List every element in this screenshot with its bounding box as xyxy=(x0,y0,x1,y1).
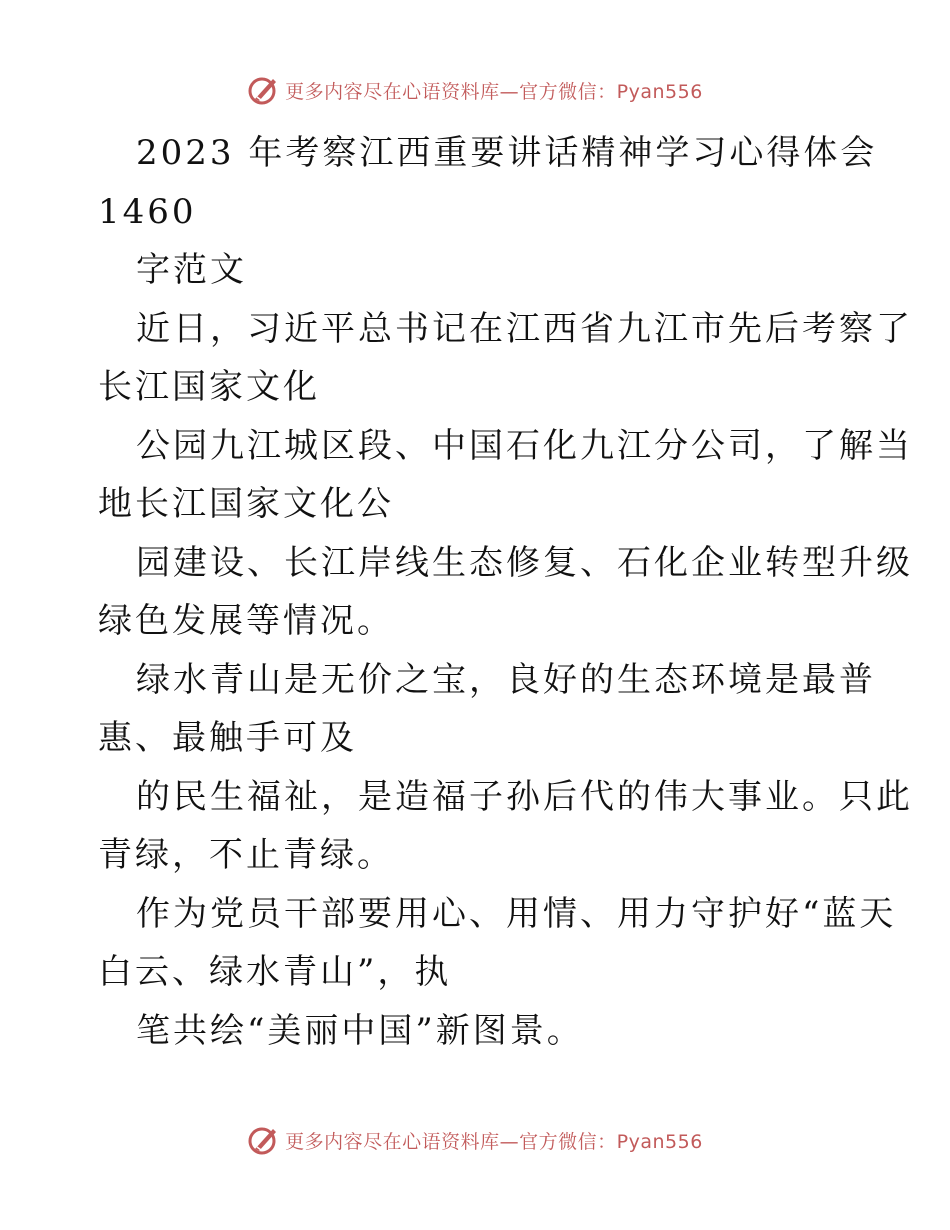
text-line: 惠、最触手可及 xyxy=(98,718,357,758)
text-line: 青绿，不止青绿。 xyxy=(98,835,394,875)
text-line: 作为党员干部要用心、用情、用力守护好“蓝天 xyxy=(136,893,897,934)
text-line: 绿色发展等情况。 xyxy=(98,601,394,641)
text-line: 笔共绘“美丽中国”新图景。 xyxy=(136,1010,584,1051)
text-line: 1460 xyxy=(98,191,197,232)
text-line: 绿水青山是无价之宝，良好的生态环境是最普 xyxy=(136,659,876,700)
text-line: 园建设、长江岸线生态修复、石化企业转型升级 xyxy=(136,542,913,583)
text-line: 长江国家文化 xyxy=(98,367,320,407)
text-line: 字范文 xyxy=(136,250,247,290)
text-line: 2023 年考察江西重要讲话精神学习心得体会 xyxy=(136,133,878,173)
header-watermark xyxy=(0,72,950,108)
footer-watermark xyxy=(0,1122,950,1158)
text-line: 地长江国家文化公 xyxy=(98,484,394,524)
text-line: 的民生福祉，是造福子孙后代的伟大事业。只此 xyxy=(136,776,913,817)
text-line: 白云、绿水青山”，执 xyxy=(98,952,452,992)
watermark-text: 更多内容尽在心语资料库—官方微信：Pyan556 xyxy=(285,1130,703,1153)
watermark-text: 更多内容尽在心语资料库—官方微信：Pyan556 xyxy=(285,80,703,103)
text-line: 近日，习近平总书记在江西省九江市先后考察了 xyxy=(136,308,913,349)
text-line: 公园九江城区段、中国石化九江分公司，了解当 xyxy=(136,425,913,466)
quill-pen-logo-icon xyxy=(247,73,281,107)
document-body xyxy=(98,124,913,1060)
quill-pen-logo-icon xyxy=(247,1123,281,1157)
